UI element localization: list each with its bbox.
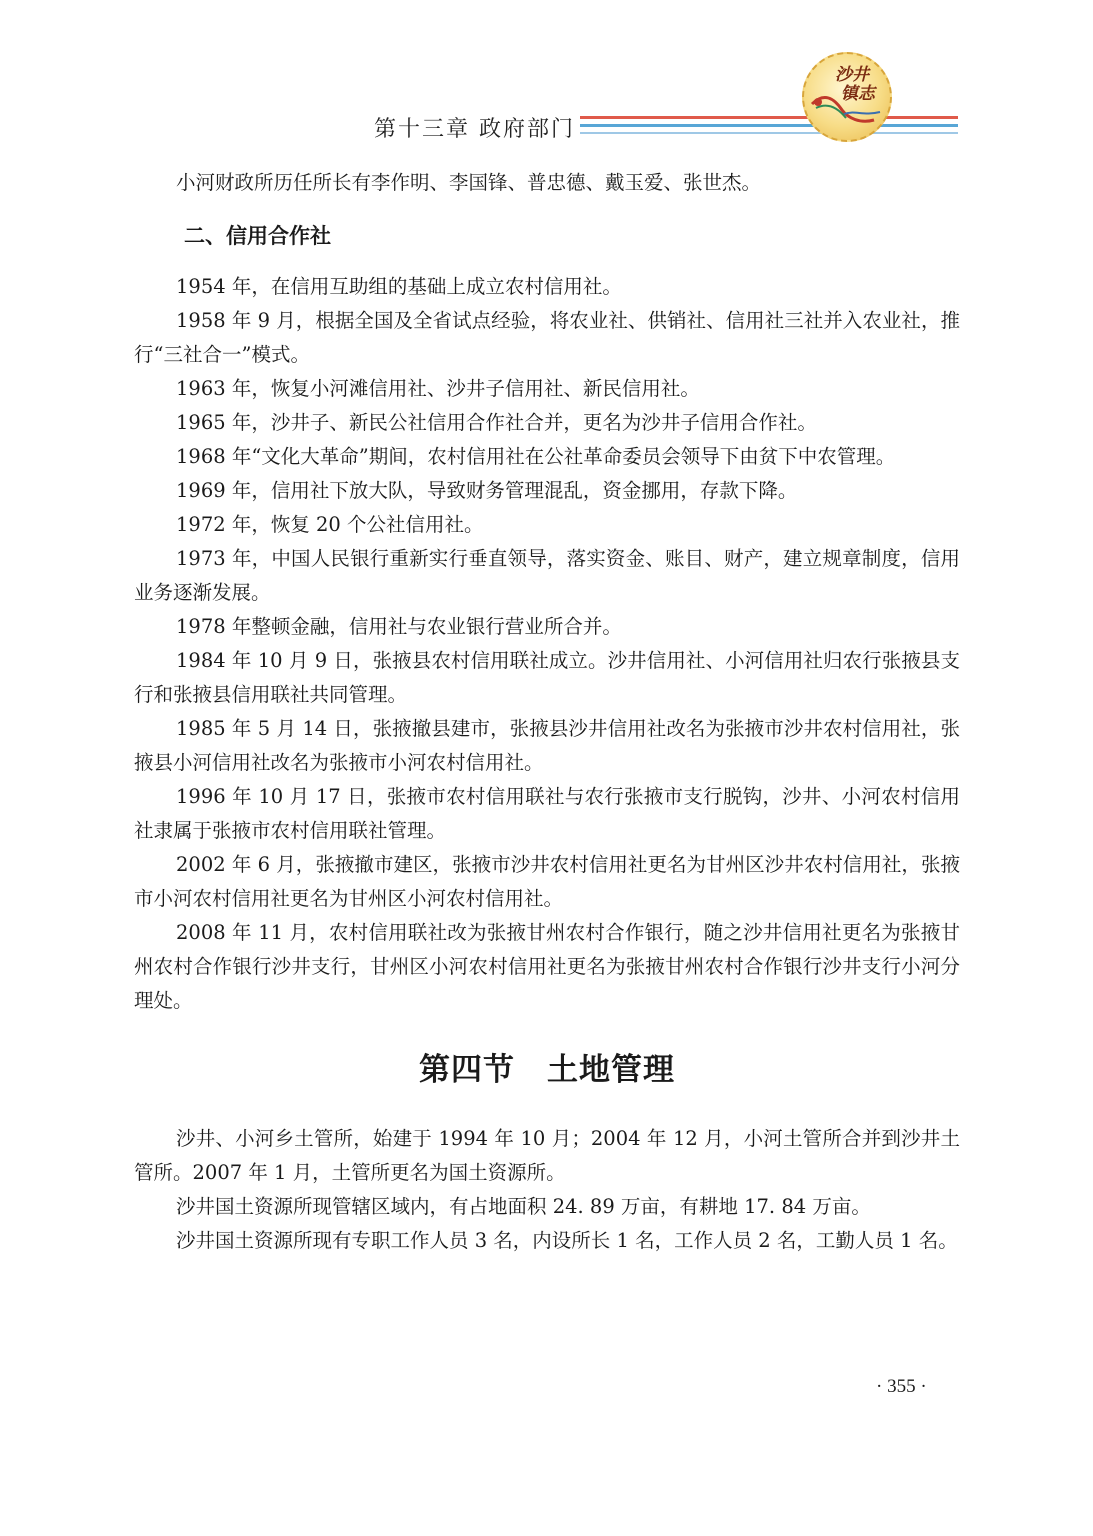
paragraph: 1969 年，信用社下放大队，导致财务管理混乱，资金挪用，存款下降。 [176, 479, 798, 502]
section-title: 第四节 土地管理 [419, 1052, 675, 1088]
paragraph: 2002 年 6 月，张掖撤市建区，张掖市沙井农村信用社更名为甘州区沙井农村信用社，张掖市小河农村信用社更名为甘州区小河农村信用社。 [134, 853, 960, 910]
paragraph: 1972 年，恢复 20 个公社信用社。 [176, 513, 484, 536]
emblem-text: 沙井 镇志 [829, 65, 875, 104]
paragraph: 1954 年，在信用互助组的基础上成立农村信用社。 [176, 275, 622, 298]
paragraph: 1973 年，中国人民银行重新实行垂直领导，落实资金、账目、财产，建立规章制度，信用业务逐渐发展。 [134, 547, 960, 604]
paragraph: 1958 年 9 月，根据全国及全省试点经验，将农业社、供销社、信用社三社并入农业社，推行“三社合一”模式。 [134, 309, 960, 366]
section-paragraph: 沙井、小河乡土管所，始建于 1994 年 10 月；2004 年 12 月，小河土管所合并到沙井土管所。2007 年 1 月，土管所更名为国土资源所。 [134, 1127, 960, 1184]
paragraph: 2008 年 11 月，农村信用联社改为张掖甘州农村合作银行，随之沙井信用社更名为张掖甘州农村合作银行沙井支行，甘州区小河农村信用社更名为张掖甘州农村合作银行沙井支行小河分理处。 [134, 921, 960, 1012]
page-number: · 355 · [876, 1376, 927, 1397]
header-rule-red [580, 116, 958, 119]
paragraph: 1996 年 10 月 17 日，张掖市农村信用联社与农行张掖市支行脱钩，沙井、小河农村信用社隶属于张掖市农村信用联社管理。 [134, 785, 960, 842]
section-paragraph: 沙井国土资源所现有专职工作人员 3 名，内设所长 1 名，工作人员 2 名，工勤人员 1 名。 [176, 1229, 958, 1252]
page-header [0, 0, 1093, 150]
paragraph: 1985 年 5 月 14 日，张掖撤县建市，张掖县沙井信用社改名为张掖市沙井农村信用社，张掖县小河信用社改名为张掖市小河农村信用社。 [134, 717, 960, 774]
paragraph: 1984 年 10 月 9 日，张掖县农村信用联社成立。沙井信用社、小河信用社归农行张掖县支行和张掖县信用联社共同管理。 [134, 649, 960, 706]
section-paragraph: 沙井国土资源所现管辖区域内，有占地面积 24. 89 万亩，有耕地 17. 84 万亩。 [176, 1195, 871, 1218]
paragraph: 1968 年“文化大革命”期间，农村信用社在公社革命委员会领导下由贫下中农管理。 [176, 445, 896, 468]
paragraph: 1963 年，恢复小河滩信用社、沙井子信用社、新民信用社。 [176, 377, 700, 400]
subsection-title: 二、信用合作社 [184, 224, 331, 248]
chapter-title: 第十三章 政府部门 [374, 117, 575, 142]
paragraph: 1978 年整顿金融，信用社与农业银行营业所合并。 [176, 615, 622, 638]
main-content [134, 166, 960, 1258]
intro-paragraph: 小河财政所历任所长有李作明、李国锋、普忠德、戴玉爱、张世杰。 [176, 171, 762, 194]
header-rule-lightblue [580, 132, 958, 134]
header-rule-blue [580, 124, 958, 127]
paragraph: 1965 年，沙井子、新民公社信用合作社合并，更名为沙井子信用合作社。 [176, 411, 817, 434]
